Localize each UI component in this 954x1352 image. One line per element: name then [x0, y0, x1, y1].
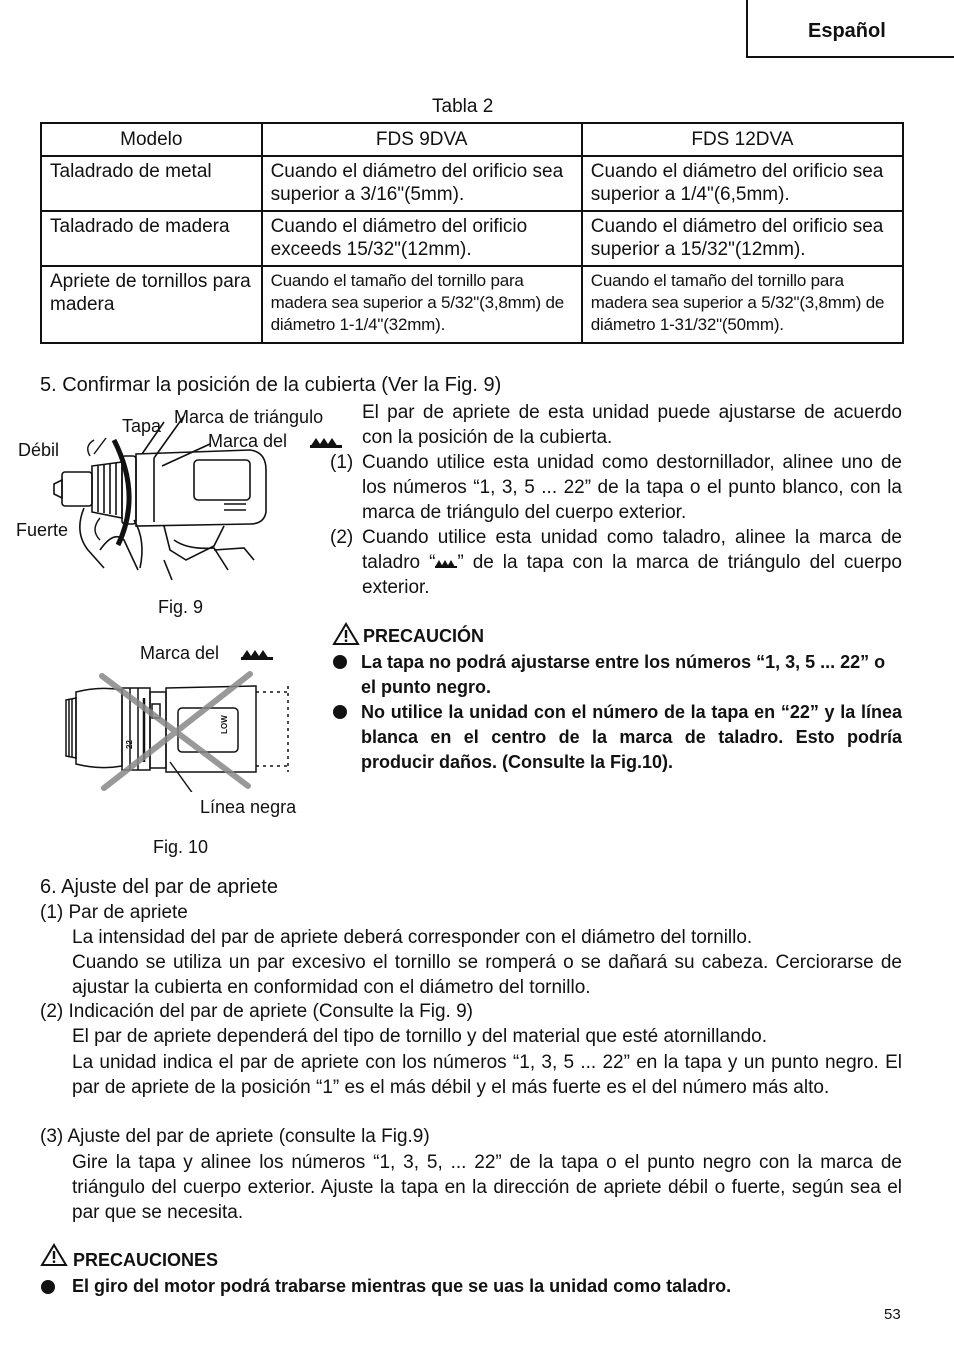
warning-triangle-icon	[40, 1243, 68, 1267]
fig9-label-tapa: Tapa	[122, 416, 162, 436]
section5-item1-text: Cuando utilice esta unidad como destornillador, alinee uno de los números “1, 3, 5 ... 22” de la tapa o el punto blanco, con la marca de triángulo del cuerpo exterior.	[362, 452, 902, 523]
language-label: Español	[808, 20, 886, 42]
col-header-modelo: Modelo	[41, 123, 262, 156]
caution-item-2: No utilice la unidad con el número de la tapa en “22” y la línea blanca en el centro de la marca de taladro. Esto podría producir daños. (Consulte la Fig.10).	[361, 702, 902, 772]
table-row	[41, 156, 903, 211]
fig10-label-marca-del: Marca del	[140, 643, 220, 663]
caution-title: PRECAUCIÓN	[363, 626, 485, 646]
section6-sub1-line2: Cuando se utiliza un par excesivo el tornillo se romperá o se dañará su cabeza. Cerciorarse de ajustar la cubierta en conformidad con el diámetro del tornillo.	[72, 952, 902, 998]
fig9-drill-illustration	[14, 400, 360, 620]
section6-title: 6. Ajuste del par de apriete	[40, 876, 278, 898]
drill-mark-icon	[435, 558, 457, 568]
col-header-fds9dva: FDS 9DVA	[262, 123, 582, 156]
fig9-caption: Fig. 9	[158, 597, 204, 617]
cell-fds9: Cuando el diámetro del orificio sea superior a 3/16"(5mm).	[262, 156, 582, 211]
section5-title: 5. Confirmar la posición de la cubierta (Ver la Fig. 9)	[40, 374, 502, 396]
row-label: Taladrado de metal	[41, 156, 262, 211]
precauciones-title: PRECAUCIONES	[73, 1250, 219, 1270]
bullet-icon	[333, 655, 347, 669]
table-caption: Tabla 2	[432, 96, 494, 117]
section5-intro: El par de apriete de esta unidad puede ajustarse de acuerdo con la posición de la cubierta.	[362, 402, 902, 448]
bullet-icon	[333, 705, 347, 719]
section5-item1-num: (1)	[330, 452, 354, 473]
fig10-label-linea: Línea negra	[200, 797, 297, 817]
section6-sub1-title: (1) Par de apriete	[40, 902, 188, 923]
section6-sub3-title: (3) Ajuste del par de apriete (consulte la Fig.9)	[40, 1126, 430, 1147]
cell-fds12: Cuando el diámetro del orificio sea superior a 1/4"(6,5mm).	[582, 156, 903, 211]
col-header-fds12dva: FDS 12DVA	[582, 123, 903, 156]
spec-table	[40, 122, 904, 344]
item2-text-after: ” de la tapa con la marca de triángulo del cuerpo exterior.	[362, 552, 903, 598]
item2-text-before: Cuando utilice esta unidad como taladro, alinee la marca de taladro “	[362, 527, 902, 573]
row-label: Taladrado de madera	[41, 211, 262, 266]
fig10-chuck-illustration	[60, 662, 300, 792]
cell-fds12: Cuando el tamaño del tornillo para madera sea superior a 5/32"(3,8mm) de diámetro 1-31/32"(50mm).	[582, 266, 903, 343]
cell-fds12: Cuando el diámetro del orificio sea superior a 15/32"(12mm).	[582, 211, 903, 266]
cell-fds9: Cuando el tamaño del tornillo para madera sea superior a 5/32"(3,8mm) de diámetro 1-1/4"(32mm).	[262, 266, 582, 343]
section6-sub2-line1: El par de apriete dependerá del tipo de tornillo y del material que esté atornillando.	[72, 1026, 768, 1047]
caution-item-1: La tapa no podrá ajustarse entre los números “1, 3, 5 ... 22” o el punto negro.	[361, 652, 886, 697]
drill-mark-icon	[310, 436, 342, 448]
section5-item2-num: (2)	[330, 527, 354, 548]
fig9-label-fuerte: Fuerte	[16, 520, 69, 540]
section5-item2-text	[362, 525, 902, 600]
precauciones-item-1: El giro del motor podrá trabarse mientras que se uas la unidad como taladro.	[72, 1276, 732, 1296]
section6-sub1-line1: La intensidad del par de apriete deberá corresponder con el diámetro del tornillo.	[72, 927, 753, 948]
fig10-num-22: 22	[124, 740, 134, 749]
table-header-row	[41, 123, 903, 156]
fig9-label-debil: Débil	[18, 440, 60, 460]
warning-triangle-icon	[332, 622, 360, 646]
fig9-label-marca-del: Marca del	[208, 431, 288, 451]
row-label: Apriete de tornillos para madera	[41, 266, 262, 343]
table-row	[41, 266, 903, 343]
fig10-low-text: LOW	[219, 715, 229, 734]
fig9-label-triangulo: Marca de triángulo	[174, 407, 324, 427]
drill-mark-icon	[241, 648, 273, 660]
section6-sub3-line1: Gire la tapa y alinee los números “1, 3, 5, ... 22” de la tapa o el punto negro con la marca de triángulo del cuerpo exterior. Ajuste la tapa en la dirección de apriete débil o fuerte, según sea el par que se necesita.	[72, 1152, 902, 1223]
section6-sub2-line2: La unidad indica el par de apriete con los números “1, 3, 5 ... 22” en la tapa y un punto negro. El par de apriete de la posición “1” es el más débil y el más fuerte es el del número más alto.	[72, 1052, 902, 1098]
section6-sub2-title: (2) Indicación del par de apriete (Consulte la Fig. 9)	[40, 1001, 474, 1022]
page-number: 53	[884, 1306, 901, 1323]
fig10-caption: Fig. 10	[153, 837, 209, 857]
table-row	[41, 211, 903, 266]
bullet-icon	[41, 1280, 55, 1294]
cell-fds9: Cuando el diámetro del orificio exceeds 15/32"(12mm).	[262, 211, 582, 266]
